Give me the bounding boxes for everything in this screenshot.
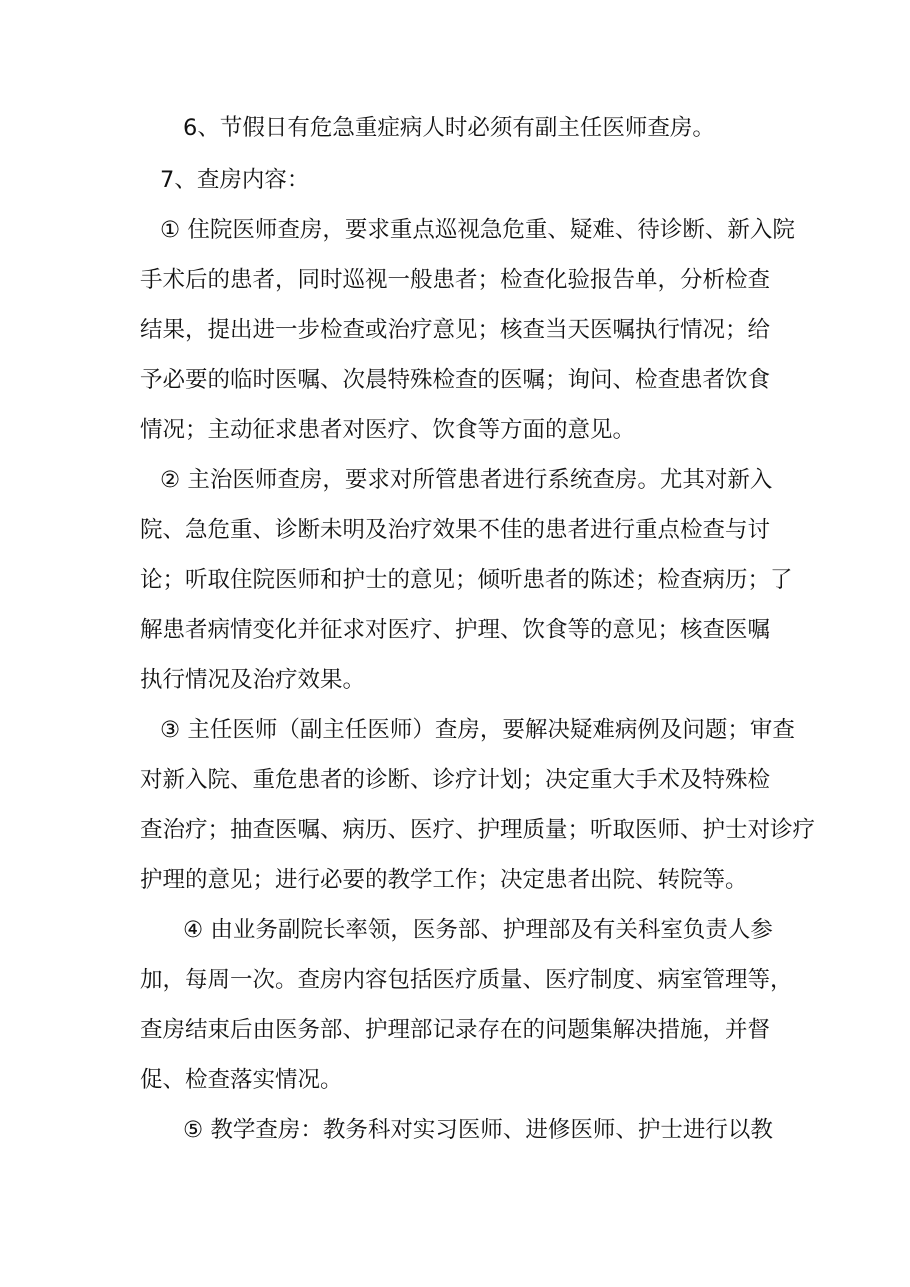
paragraph-line: 对新入院、重危患者的诊断、诊疗计划；决定重大手术及特殊检 [140, 767, 771, 793]
paragraph-line: 手术后的患者，同时巡视一般患者；检查化验报告单，分析检查 [140, 267, 771, 293]
paragraph-line: 结果，提出进一步检查或治疗意见；核查当天医嘱执行情况；给 [140, 317, 771, 343]
paragraph-line: 院、急危重、诊断未明及治疗效果不佳的患者进行重点检查与讨 [140, 517, 771, 543]
paragraph-line: 论；听取住院医师和护士的意见；倾听患者的陈述；检查病历；了 [140, 567, 793, 593]
paragraph-line: 解患者病情变化并征求对医疗、护理、饮食等的意见；核查医嘱 [140, 617, 771, 643]
paragraph-line: 予必要的临时医嘱、次晨特殊检查的医嘱；询问、检查患者饮食 [140, 367, 771, 393]
paragraph-line: 护理的意见；进行必要的教学工作；决定患者出院、转院等。 [140, 867, 748, 893]
paragraph-line: 6、节假日有危急重症病人时必须有副主任医师查房。 [183, 115, 715, 141]
paragraph-line: ① 住院医师查房，要求重点巡视急危重、疑难、待诊断、新入院 [160, 217, 795, 243]
paragraph-line: 7、查房内容： [160, 167, 310, 193]
paragraph-line: 加，每周一次。查房内容包括医疗质量、医疗制度、病室管理等， [140, 967, 793, 993]
paragraph-line: 查房结束后由医务部、护理部记录存在的问题集解决措施，并督 [140, 1017, 771, 1043]
paragraph-line: ② 主治医师查房，要求对所管患者进行系统查房。尤其对新入 [160, 467, 773, 493]
paragraph-line: ③ 主任医师（副主任医师）查房，要解决疑难病例及问题；审查 [160, 717, 795, 743]
paragraph-line: ⑤ 教学查房：教务科对实习医师、进修医师、护士进行以教 [183, 1117, 773, 1143]
paragraph-line: 促、检查落实情况。 [140, 1067, 343, 1093]
paragraph-line: 执行情况及治疗效果。 [140, 667, 366, 693]
paragraph-line: 情况；主动征求患者对医疗、饮食等方面的意见。 [140, 417, 636, 443]
paragraph-line: ④ 由业务副院长率领，医务部、护理部及有关科室负责人参 [183, 917, 773, 943]
paragraph-line: 查治疗；抽查医嘱、病历、医疗、护理质量；听取医师、护士对诊疗 [140, 817, 816, 843]
